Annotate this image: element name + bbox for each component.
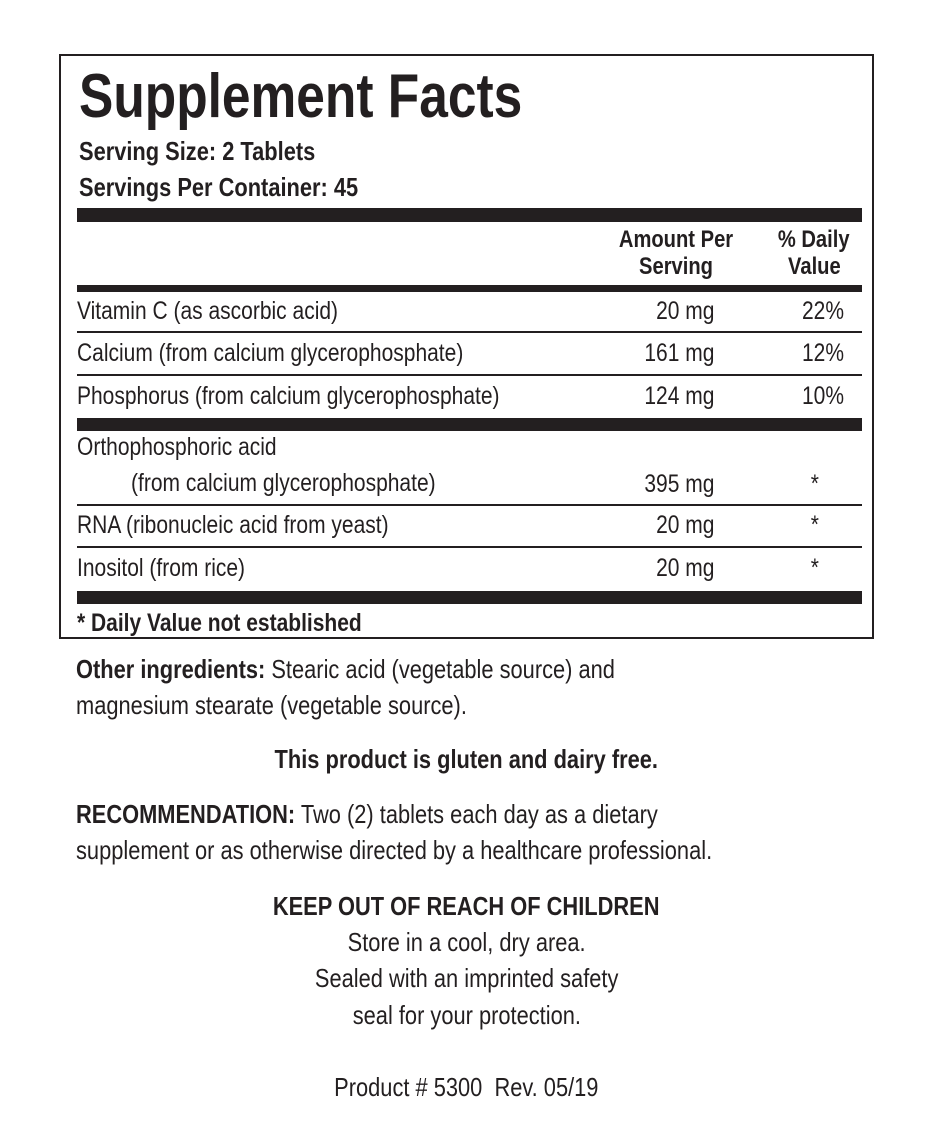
nutrient-name: Orthophosphoric acid xyxy=(77,433,277,461)
nutrient-daily-value: 12% xyxy=(801,339,844,367)
thick-divider xyxy=(77,418,862,431)
nutrient-source: (from calcium glycerophosphate) xyxy=(131,469,436,497)
nutrient-daily-value: 10% xyxy=(801,382,844,410)
row-divider xyxy=(77,504,862,506)
row-divider xyxy=(77,374,862,376)
serving-size: Serving Size: 2 Tablets xyxy=(79,136,316,166)
nutrient-daily-value: * xyxy=(810,511,820,539)
nutrient-name: Vitamin C (as ascorbic acid) xyxy=(77,297,339,325)
safety-seal-line: seal for your protection. xyxy=(352,1000,581,1030)
supplement-facts-panel xyxy=(59,54,874,639)
nutrient-name: Phosphorus (from calcium glycerophosphate) xyxy=(77,382,500,410)
safety-seal-line: Sealed with an imprinted safety xyxy=(314,963,619,993)
nutrient-amount: 161 mg xyxy=(643,339,714,367)
nutrient-daily-value: * xyxy=(810,470,820,498)
servings-per-container: Servings Per Container: 45 xyxy=(79,172,359,202)
thick-divider xyxy=(77,208,862,222)
amount-per-serving-header: Amount Per Serving xyxy=(618,226,734,280)
nutrient-amount: 20 mg xyxy=(655,511,714,539)
daily-value-footnote: * Daily Value not established xyxy=(77,609,362,637)
nutrient-name: Calcium (from calcium glycerophosphate) xyxy=(77,339,464,367)
nutrient-name: Inositol (from rice) xyxy=(77,554,246,582)
row-divider xyxy=(77,546,862,548)
nutrient-amount: 20 mg xyxy=(655,297,714,325)
recommendation: RECOMMENDATION: Two (2) tablets each day as a dietary supplement or as otherwise directed by a healthcare professional. xyxy=(76,799,713,865)
row-divider xyxy=(77,331,862,333)
gluten-dairy-statement: This product is gluten and dairy free. xyxy=(274,744,659,774)
warning-heading: KEEP OUT OF REACH OF CHILDREN xyxy=(273,891,660,921)
nutrient-daily-value: 22% xyxy=(801,297,844,325)
medium-divider xyxy=(77,285,862,292)
daily-value-header: % Daily Value xyxy=(778,226,850,280)
nutrient-daily-value: * xyxy=(810,554,820,582)
storage-instruction: Store in a cool, dry area. xyxy=(347,927,586,957)
product-number: Product # 5300 Rev. 05/19 xyxy=(334,1072,599,1102)
other-ingredients-label: Other ingredients: xyxy=(76,654,266,684)
nutrient-amount: 395 mg xyxy=(643,470,714,498)
recommendation-label: RECOMMENDATION: xyxy=(76,799,296,829)
panel-title: Supplement Facts xyxy=(79,62,523,131)
nutrient-amount: 124 mg xyxy=(643,382,714,410)
thick-divider xyxy=(77,591,862,604)
nutrient-amount: 20 mg xyxy=(655,554,714,582)
other-ingredients: Other ingredients: Stearic acid (vegetable source) and magnesium stearate (vegetable source). xyxy=(76,654,615,720)
nutrient-name: RNA (ribonucleic acid from yeast) xyxy=(77,511,389,539)
